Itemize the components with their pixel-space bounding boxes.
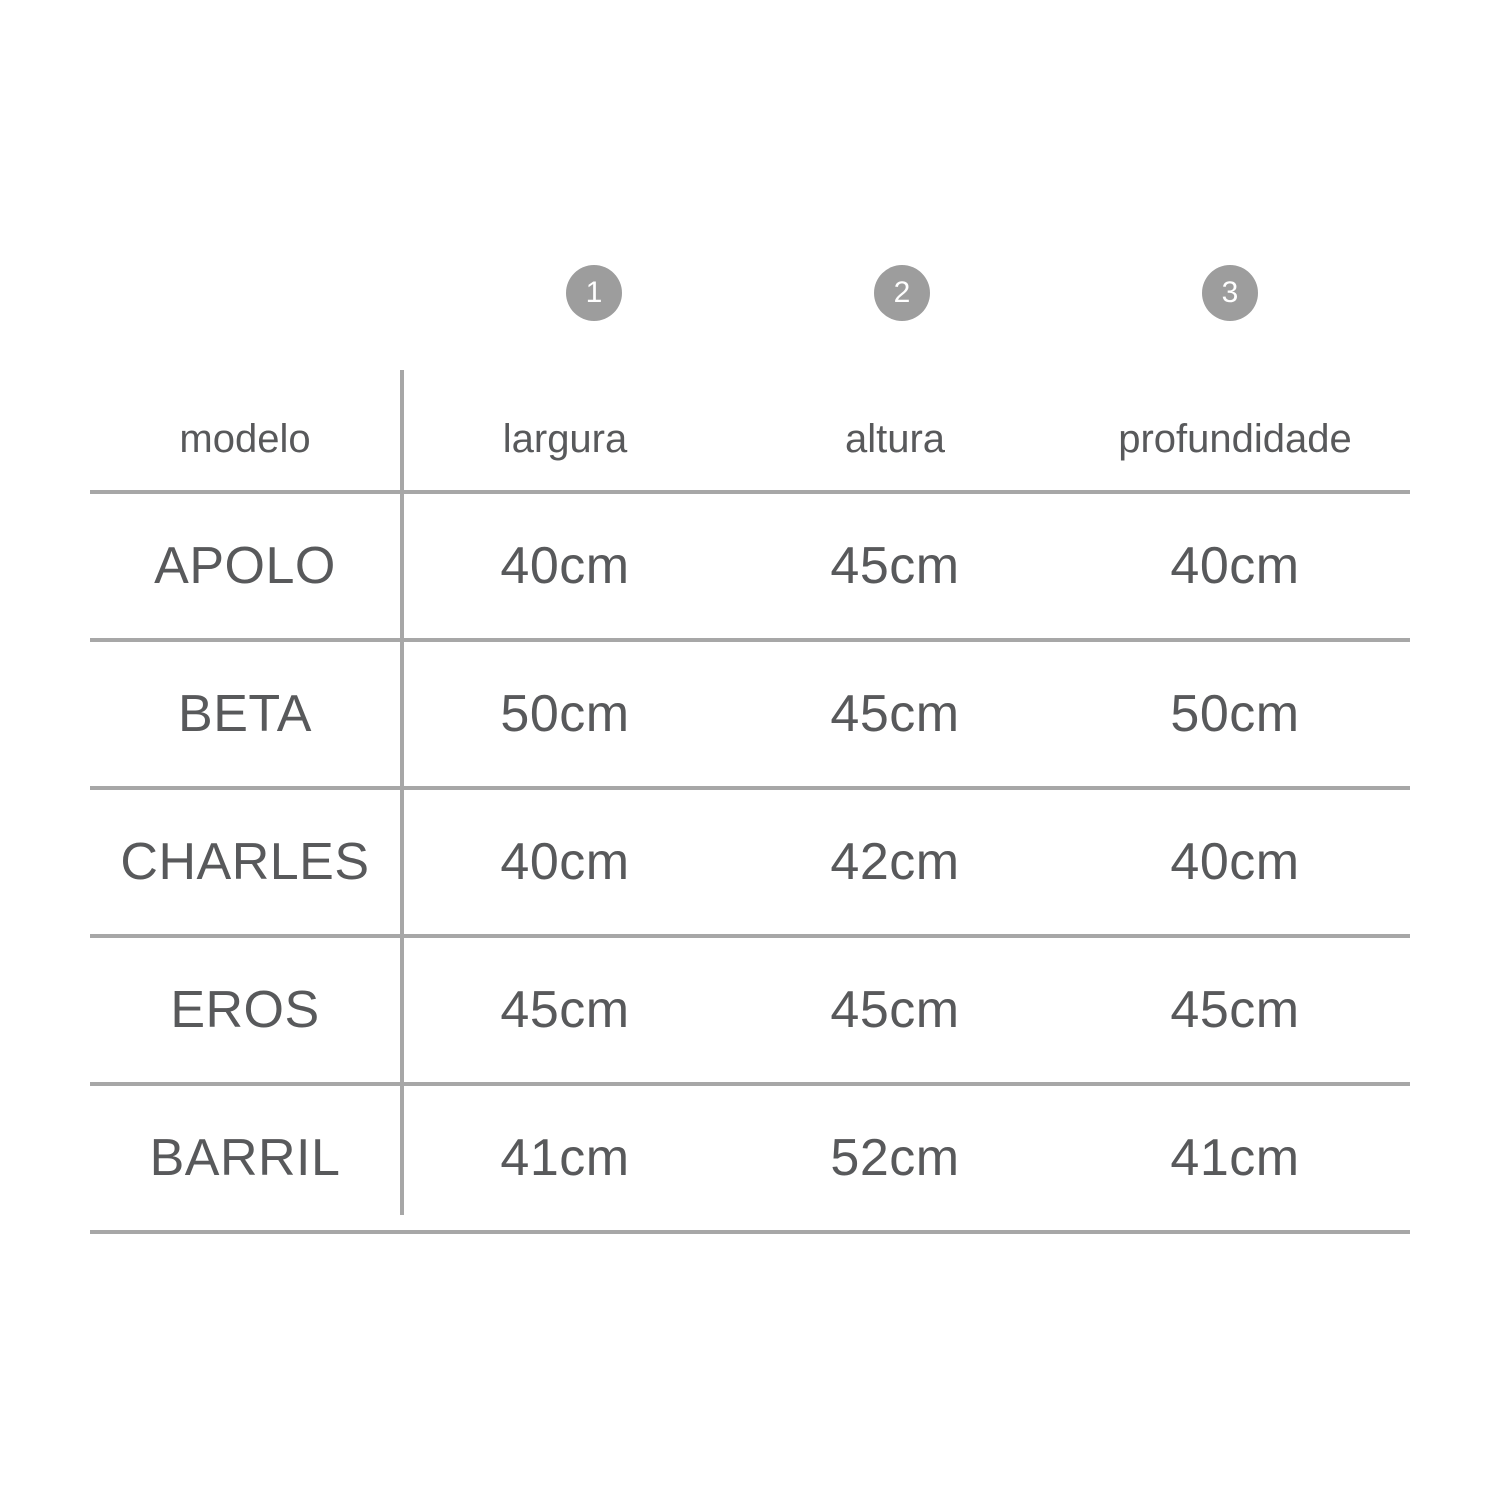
badge-altura: 2	[874, 265, 930, 321]
cell-profundidade: 40cm	[1060, 492, 1410, 640]
cell-largura: 50cm	[400, 640, 730, 788]
cell-profundidade: 45cm	[1060, 936, 1410, 1084]
cell-largura: 40cm	[400, 788, 730, 936]
table-row	[90, 492, 1410, 640]
column-header-largura: largura	[400, 375, 730, 492]
cell-altura: 52cm	[730, 1084, 1060, 1232]
cell-altura: 45cm	[730, 492, 1060, 640]
dimensions-table-wrapper	[90, 375, 1410, 1234]
table-row	[90, 936, 1410, 1084]
table-row	[90, 640, 1410, 788]
model-column-divider	[400, 370, 404, 1215]
table-head	[90, 375, 1410, 492]
cell-modelo: CHARLES	[90, 788, 400, 936]
column-header-profundidade: profundidade	[1060, 375, 1410, 492]
cell-modelo: BARRIL	[90, 1084, 400, 1232]
cell-profundidade: 50cm	[1060, 640, 1410, 788]
badge-profundidade: 3	[1202, 265, 1258, 321]
cell-largura: 40cm	[400, 492, 730, 640]
table-header-row	[90, 375, 1410, 492]
column-header-altura: altura	[730, 375, 1060, 492]
dimensions-table	[90, 375, 1410, 1234]
table-row	[90, 1084, 1410, 1232]
cell-altura: 45cm	[730, 640, 1060, 788]
column-header-modelo: modelo	[90, 375, 400, 492]
table-body	[90, 492, 1410, 1232]
cell-profundidade: 41cm	[1060, 1084, 1410, 1232]
cell-profundidade: 40cm	[1060, 788, 1410, 936]
cell-altura: 42cm	[730, 788, 1060, 936]
dimension-badges	[90, 255, 1410, 335]
cell-altura: 45cm	[730, 936, 1060, 1084]
table-row	[90, 788, 1410, 936]
cell-largura: 41cm	[400, 1084, 730, 1232]
badge-largura: 1	[566, 265, 622, 321]
cell-modelo: EROS	[90, 936, 400, 1084]
cell-modelo: BETA	[90, 640, 400, 788]
cell-largura: 45cm	[400, 936, 730, 1084]
cell-modelo: APOLO	[90, 492, 400, 640]
